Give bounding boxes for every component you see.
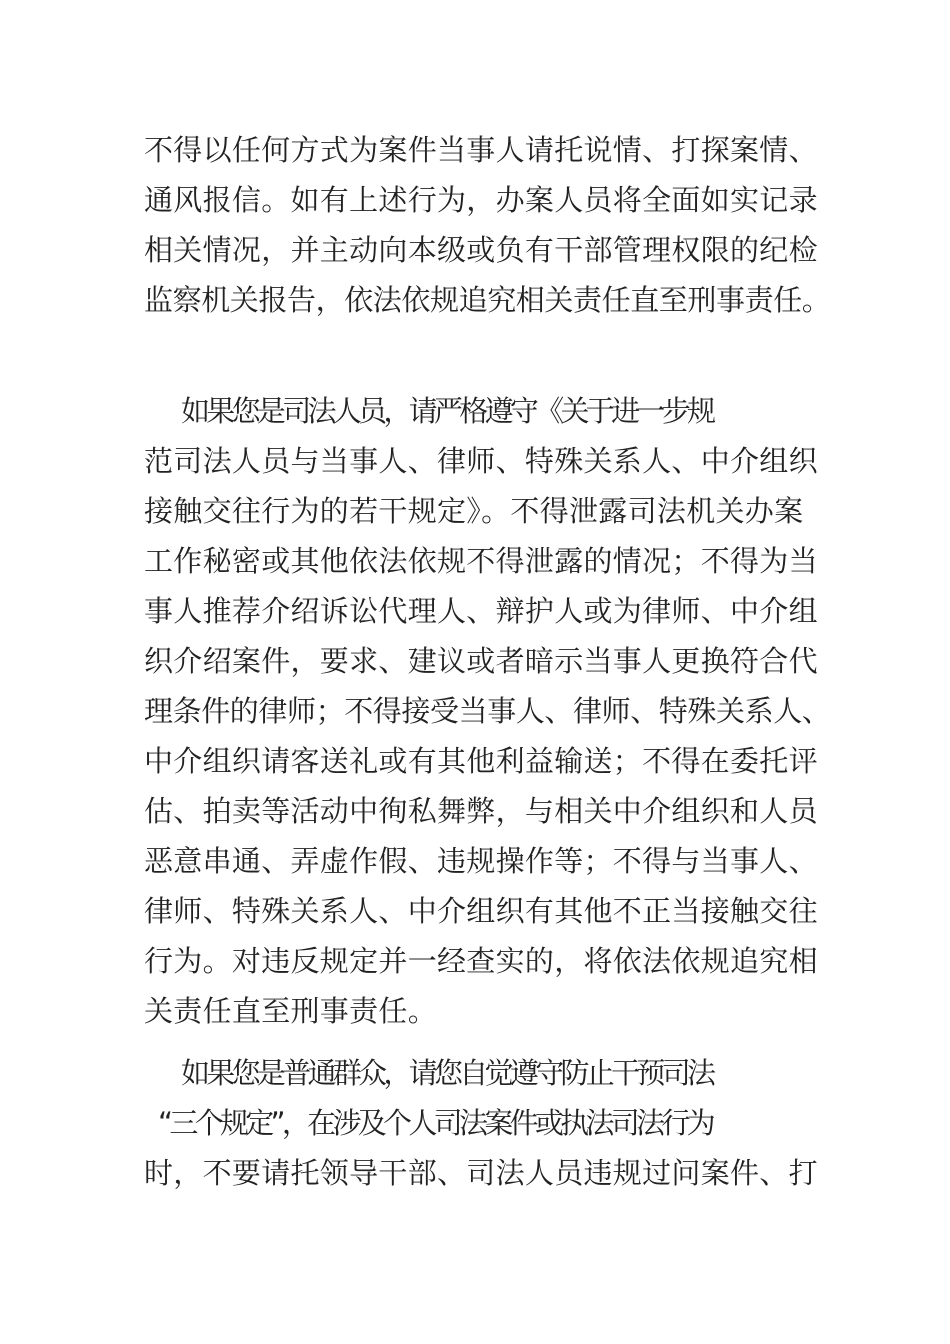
paragraph-2-line-8: 中介组织请客送礼或有其他利益输送；不得在委托评 [144, 744, 818, 778]
paragraph-2-line-5: 事人推荐介绍诉讼代理人、辩护人或为律师、中介组 [144, 594, 818, 628]
paragraph-3-line-1: 如果您是普通群众，请您自觉遵守防止干预司法 [181, 1056, 713, 1090]
paragraph-1-line-2: 通风报信。如有上述行为，办案人员将全面如实记录 [144, 183, 818, 217]
paragraph-1-line-4: 监察机关报告，依法依规追究相关责任直至刑事责任。 [144, 283, 831, 317]
paragraph-2-line-2: 范司法人员与当事人、律师、特殊关系人、中介组织 [144, 444, 818, 478]
paragraph-3-line-2: “三个规定”，在涉及个人司法案件或执法司法行为 [158, 1106, 712, 1140]
paragraph-2-line-6: 织介绍案件，要求、建议或者暗示当事人更换符合代 [144, 644, 818, 678]
paragraph-2-line-9: 估、拍卖等活动中徇私舞弊，与相关中介组织和人员 [144, 794, 818, 828]
paragraph-2-line-7: 理条件的律师；不得接受当事人、律师、特殊关系人、 [144, 694, 831, 728]
paragraph-2-line-4: 工作秘密或其他依法依规不得泄露的情况；不得为当 [144, 544, 818, 578]
paragraph-2-line-13: 关责任直至刑事责任。 [144, 994, 438, 1028]
paragraph-2-line-3: 接触交往行为的若干规定》。不得泄露司法机关办案 [144, 494, 804, 528]
paragraph-2-line-10: 恶意串通、弄虚作假、违规操作等；不得与当事人、 [144, 844, 818, 878]
paragraph-1-line-1: 不得以任何方式为案件当事人请托说情、打探案情、 [144, 133, 818, 167]
paragraph-2-line-1: 如果您是司法人员，请严格遵守《关于进一步规 [181, 394, 713, 428]
paragraph-3-line-3: 时，不要请托领导干部、司法人员违规过问案件、打 [144, 1156, 818, 1190]
paragraph-2-line-12: 行为。对违反规定并一经查实的，将依法依规追究相 [144, 944, 818, 978]
paragraph-2-line-11: 律师、特殊关系人、中介组织有其他不正当接触交往 [144, 894, 818, 928]
paragraph-1-line-3: 相关情况，并主动向本级或负有干部管理权限的纪检 [144, 233, 818, 267]
